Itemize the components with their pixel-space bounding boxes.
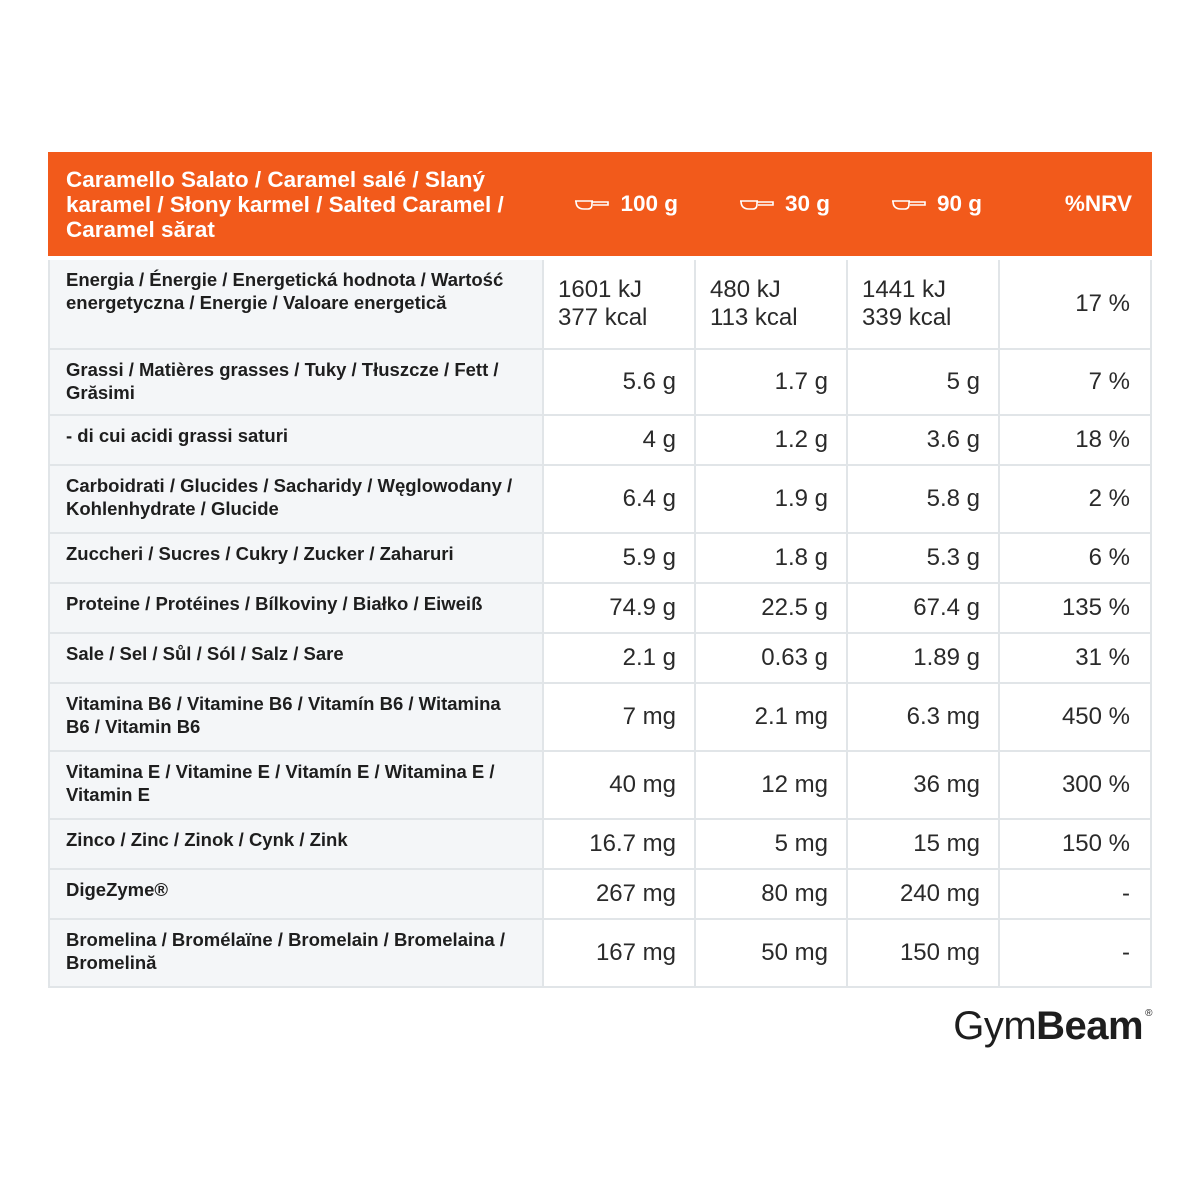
value-30g: 5 mg <box>696 820 846 868</box>
row-label: DigeZyme® <box>50 870 542 918</box>
scoop-icon <box>739 196 775 212</box>
gymbeam-logo: Gym Beam ® <box>953 1004 1152 1048</box>
value-30g: 1.8 g <box>696 534 846 582</box>
value-90g: 3.6 g <box>848 416 998 464</box>
value-nrv: 17 % <box>1000 260 1150 348</box>
value-nrv: 31 % <box>1000 634 1150 682</box>
value-nrv: - <box>1000 870 1150 918</box>
table-row <box>50 466 1150 532</box>
value-30g: 480 kJ 113 kcal <box>696 260 846 348</box>
table-row <box>50 350 1150 414</box>
table-row <box>50 416 1150 464</box>
header-col-30g: 30 g <box>696 191 848 217</box>
row-label: Proteine / Protéines / Bílkoviny / Białko / Eiweiß <box>50 584 542 632</box>
value-90g: 15 mg <box>848 820 998 868</box>
value-nrv: 2 % <box>1000 466 1150 532</box>
row-label: Vitamina B6 / Vitamine B6 / Vitamín B6 / Witamina B6 / Vitamin B6 <box>50 684 542 750</box>
row-label: Bromelina / Bromélaïne / Bromelain / Bromelaina / Bromelină <box>50 920 542 986</box>
value-100g: 5.9 g <box>544 534 694 582</box>
table-row <box>50 820 1150 868</box>
value-100g: 1601 kJ 377 kcal <box>544 260 694 348</box>
value-nrv: - <box>1000 920 1150 986</box>
table-row <box>50 534 1150 582</box>
row-label: - di cui acidi grassi saturi <box>50 416 542 464</box>
product-name: Caramello Salato / Caramel salé / Slaný karamel / Słony karmel / Salted Caramel / Caramel sărat <box>66 166 504 242</box>
table-row <box>50 584 1150 632</box>
value-90g: 1441 kJ 339 kcal <box>848 260 998 348</box>
value-90g: 150 mg <box>848 920 998 986</box>
value-nrv: 135 % <box>1000 584 1150 632</box>
value-90g: 5 g <box>848 350 998 414</box>
header-col-100g: 100 g <box>544 191 696 217</box>
value-30g: 1.2 g <box>696 416 846 464</box>
value-nrv: 18 % <box>1000 416 1150 464</box>
value-30g: 2.1 mg <box>696 684 846 750</box>
row-label: Grassi / Matières grasses / Tuky / Tłuszcze / Fett / Grăsimi <box>50 350 542 414</box>
row-label: Carboidrati / Glucides / Sacharidy / Węglowodany / Kohlenhydrate / Glucide <box>50 466 542 532</box>
value-100g: 267 mg <box>544 870 694 918</box>
table-row-energy <box>50 260 1150 348</box>
value-90g: 67.4 g <box>848 584 998 632</box>
table-row <box>50 920 1150 986</box>
value-90g: 6.3 mg <box>848 684 998 750</box>
value-30g: 22.5 g <box>696 584 846 632</box>
value-90g: 1.89 g <box>848 634 998 682</box>
value-100g: 5.6 g <box>544 350 694 414</box>
value-nrv: 7 % <box>1000 350 1150 414</box>
table-header <box>48 152 1152 256</box>
value-nrv: 450 % <box>1000 684 1150 750</box>
row-label: Energia / Énergie / Energetická hodnota / Wartość energetyczna / Energie / Valoare energetică <box>50 260 542 348</box>
value-30g: 12 mg <box>696 752 846 818</box>
row-label: Zuccheri / Sucres / Cukry / Zucker / Zaharuri <box>50 534 542 582</box>
value-100g: 74.9 g <box>544 584 694 632</box>
row-label: Sale / Sel / Sůl / Sól / Salz / Sare <box>50 634 542 682</box>
value-90g: 5.3 g <box>848 534 998 582</box>
value-30g: 1.7 g <box>696 350 846 414</box>
value-30g: 0.63 g <box>696 634 846 682</box>
header-col-nrv: %NRV <box>1064 191 1132 216</box>
value-100g: 7 mg <box>544 684 694 750</box>
value-100g: 40 mg <box>544 752 694 818</box>
row-label: Vitamina E / Vitamine E / Vitamín E / Witamina E / Vitamin E <box>50 752 542 818</box>
scoop-icon <box>891 196 927 212</box>
value-100g: 16.7 mg <box>544 820 694 868</box>
table-row <box>50 752 1150 818</box>
value-30g: 1.9 g <box>696 466 846 532</box>
table-row <box>50 870 1150 918</box>
value-100g: 6.4 g <box>544 466 694 532</box>
row-label: Zinco / Zinc / Zinok / Cynk / Zink <box>50 820 542 868</box>
table-row <box>50 634 1150 682</box>
value-90g: 36 mg <box>848 752 998 818</box>
value-nrv: 150 % <box>1000 820 1150 868</box>
value-100g: 167 mg <box>544 920 694 986</box>
value-30g: 80 mg <box>696 870 846 918</box>
value-nrv: 300 % <box>1000 752 1150 818</box>
table-row <box>50 684 1150 750</box>
header-col-90g: 90 g <box>848 191 1000 217</box>
value-100g: 2.1 g <box>544 634 694 682</box>
nutrition-table <box>48 152 1152 988</box>
value-30g: 50 mg <box>696 920 846 986</box>
value-nrv: 6 % <box>1000 534 1150 582</box>
value-90g: 5.8 g <box>848 466 998 532</box>
value-90g: 240 mg <box>848 870 998 918</box>
scoop-icon <box>574 196 610 212</box>
value-100g: 4 g <box>544 416 694 464</box>
table-body <box>48 260 1152 988</box>
